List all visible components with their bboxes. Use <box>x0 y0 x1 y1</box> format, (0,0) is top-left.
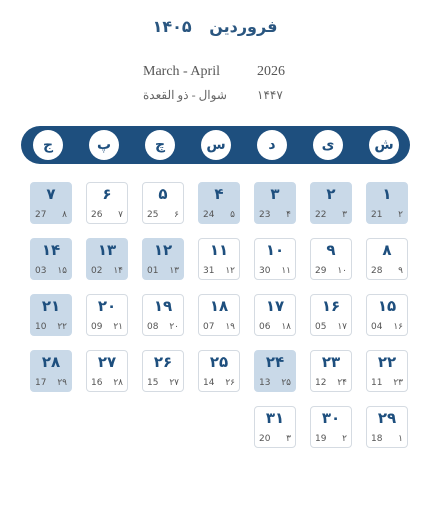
gregorian-day-number: 16 <box>91 378 103 388</box>
gregorian-day-number: 11 <box>371 378 383 388</box>
hijri-day-number: ۲۱ <box>113 322 123 332</box>
gregorian-day-number: 22 <box>315 210 327 220</box>
persian-day-number: ۱۲ <box>153 241 173 259</box>
day-cell[interactable] <box>310 406 352 448</box>
hijri-day-number: ۱۰ <box>337 266 347 276</box>
weekday-sunday: ی <box>313 130 343 160</box>
gregorian-day-number: 25 <box>147 210 159 220</box>
day-cell[interactable] <box>310 294 352 336</box>
gregorian-year-label: 2026 <box>257 64 285 79</box>
day-cell[interactable] <box>30 294 72 336</box>
persian-day-number: ۱ <box>382 185 392 203</box>
persian-day-number: ۲۸ <box>41 353 61 371</box>
day-cell[interactable] <box>142 182 184 224</box>
persian-day-number: ۶ <box>102 185 112 203</box>
gregorian-day-number: 09 <box>91 322 103 332</box>
hijri-day-number: ۳ <box>286 434 291 444</box>
gregorian-day-number: 14 <box>203 378 215 388</box>
day-cell[interactable] <box>86 350 128 392</box>
gregorian-day-number: 27 <box>35 210 47 220</box>
hijri-day-number: ۲۵ <box>281 378 291 388</box>
hijri-day-number: ۲۸ <box>113 378 123 388</box>
day-cell[interactable] <box>198 350 240 392</box>
gregorian-day-number: 30 <box>259 266 271 276</box>
persian-day-number: ۸ <box>382 241 392 259</box>
day-cell[interactable] <box>254 350 296 392</box>
persian-day-number: ۲۳ <box>321 353 341 371</box>
gregorian-day-number: 01 <box>147 266 159 276</box>
gregorian-day-number: 23 <box>259 210 271 220</box>
persian-day-number: ۱۸ <box>209 297 229 315</box>
gregorian-day-number: 07 <box>203 322 215 332</box>
persian-day-number: ۷ <box>46 185 56 203</box>
day-cell[interactable] <box>366 294 408 336</box>
persian-day-number: ۲۵ <box>209 353 229 371</box>
persian-day-number: ۳۰ <box>321 409 341 427</box>
persian-day-number: ۱۶ <box>321 297 341 315</box>
hijri-months-label: شوال - ذو القعدة <box>143 88 227 102</box>
gregorian-day-number: 15 <box>147 378 159 388</box>
hijri-day-number: ۲۳ <box>393 378 403 388</box>
hijri-day-number: ۹ <box>398 266 403 276</box>
hijri-day-number: ۱۸ <box>281 322 291 332</box>
persian-day-number: ۲۱ <box>41 297 61 315</box>
hijri-day-number: ۱۷ <box>337 322 347 332</box>
hijri-day-number: ۱۱ <box>281 266 291 276</box>
hijri-day-number: ۴ <box>286 210 291 220</box>
persian-day-number: ۱۴ <box>41 241 61 259</box>
gregorian-day-number: 19 <box>315 434 327 444</box>
day-cell[interactable] <box>30 238 72 280</box>
hijri-day-number: ۲۷ <box>169 378 179 388</box>
day-cell[interactable] <box>142 294 184 336</box>
hijri-day-number: ۲ <box>342 434 347 444</box>
hijri-day-number: ۳ <box>342 210 347 220</box>
weekday-monday: د <box>257 130 287 160</box>
day-cell[interactable] <box>310 350 352 392</box>
gregorian-day-number: 12 <box>315 378 327 388</box>
day-cell[interactable] <box>254 238 296 280</box>
gregorian-day-number: 31 <box>203 266 215 276</box>
hijri-year-label: ۱۴۴۷ <box>257 88 283 102</box>
weekday-thursday: پ <box>89 130 119 160</box>
hijri-day-number: ۱۲ <box>225 266 235 276</box>
persian-day-number: ۲ <box>326 185 336 203</box>
day-cell[interactable] <box>254 406 296 448</box>
gregorian-day-number: 02 <box>91 266 103 276</box>
gregorian-day-number: 05 <box>315 322 327 332</box>
gregorian-day-number: 24 <box>203 210 215 220</box>
hijri-day-number: ۱۹ <box>225 322 235 332</box>
persian-day-number: ۲۶ <box>153 353 173 371</box>
hijri-day-number: ۱۵ <box>57 266 67 276</box>
gregorian-day-number: 20 <box>259 434 271 444</box>
gregorian-day-number: 03 <box>35 266 47 276</box>
gregorian-day-number: 29 <box>315 266 327 276</box>
hijri-day-number: ۲۰ <box>169 322 179 332</box>
gregorian-day-number: 26 <box>91 210 103 220</box>
persian-day-number: ۱۳ <box>97 241 117 259</box>
hijri-day-number: ۲۹ <box>57 378 67 388</box>
persian-month-label: فروردین <box>209 17 278 36</box>
day-cell[interactable] <box>30 182 72 224</box>
day-cell[interactable] <box>86 238 128 280</box>
day-cell[interactable] <box>366 406 408 448</box>
persian-day-number: ۱۰ <box>265 241 285 259</box>
persian-day-number: ۱۷ <box>265 297 285 315</box>
hijri-day-number: ۲۲ <box>57 322 67 332</box>
day-cell[interactable] <box>30 350 72 392</box>
persian-day-number: ۱۹ <box>153 297 173 315</box>
persian-day-number: ۳۱ <box>265 409 285 427</box>
hijri-day-number: ۱۳ <box>169 266 179 276</box>
persian-day-number: ۵ <box>158 185 168 203</box>
day-cell[interactable] <box>142 238 184 280</box>
persian-day-number: ۲۰ <box>97 297 117 315</box>
persian-day-number: ۱۵ <box>377 297 397 315</box>
persian-day-number: ۴ <box>214 185 224 203</box>
persian-day-number: ۳ <box>270 185 280 203</box>
day-cell[interactable] <box>366 238 408 280</box>
hijri-day-number: ۵ <box>230 210 235 220</box>
persian-day-number: ۲۲ <box>377 353 397 371</box>
day-cell[interactable] <box>366 182 408 224</box>
gregorian-day-number: 28 <box>371 266 383 276</box>
day-cell[interactable] <box>310 238 352 280</box>
gregorian-day-number: 08 <box>147 322 159 332</box>
persian-day-number: ۲۴ <box>265 353 285 371</box>
calendar-title <box>0 17 430 36</box>
day-cell[interactable] <box>86 182 128 224</box>
hijri-day-number: ۱ <box>398 434 403 444</box>
weekday-wednesday: چ <box>145 130 175 160</box>
day-cell[interactable] <box>198 182 240 224</box>
day-cell[interactable] <box>254 182 296 224</box>
hijri-day-number: ۱۴ <box>113 266 123 276</box>
hijri-day-number: ۱۶ <box>393 322 403 332</box>
persian-year-label: ۱۴۰۵ <box>152 17 192 36</box>
day-cell[interactable] <box>366 350 408 392</box>
gregorian-months-label: March - April <box>143 64 220 79</box>
weekday-header-bar <box>21 126 410 164</box>
hijri-day-number: ۸ <box>62 210 67 220</box>
gregorian-day-number: 10 <box>35 322 47 332</box>
hijri-day-number: ۲۶ <box>225 378 235 388</box>
gregorian-day-number: 18 <box>371 434 383 444</box>
weekday-friday: ج <box>33 130 63 160</box>
persian-day-number: ۲۹ <box>377 409 397 427</box>
day-cell[interactable] <box>254 294 296 336</box>
gregorian-day-number: 13 <box>259 378 271 388</box>
gregorian-day-number: 06 <box>259 322 271 332</box>
weekday-tuesday: س <box>201 130 231 160</box>
persian-day-number: ۱۱ <box>209 241 229 259</box>
persian-day-number: ۹ <box>326 241 336 259</box>
gregorian-day-number: 04 <box>371 322 383 332</box>
day-cell[interactable] <box>86 294 128 336</box>
day-cell[interactable] <box>198 294 240 336</box>
persian-day-number: ۲۷ <box>97 353 117 371</box>
hijri-day-number: ۷ <box>118 210 123 220</box>
day-cell[interactable] <box>310 182 352 224</box>
hijri-day-number: ۲۴ <box>337 378 347 388</box>
hijri-day-number: ۶ <box>174 210 179 220</box>
gregorian-day-number: 21 <box>371 210 383 220</box>
weekday-saturday: ش <box>369 130 399 160</box>
day-cell[interactable] <box>142 350 184 392</box>
day-cell[interactable] <box>198 238 240 280</box>
hijri-day-number: ۲ <box>398 210 403 220</box>
gregorian-day-number: 17 <box>35 378 47 388</box>
